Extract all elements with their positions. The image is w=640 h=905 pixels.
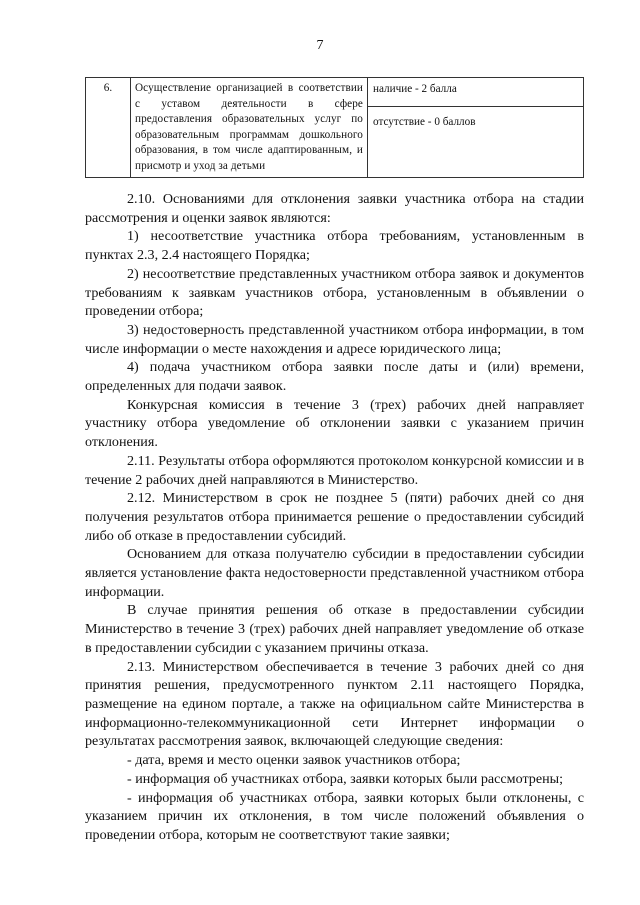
document-body	[85, 190, 584, 845]
paragraph-2-13: 2.13. Министерством обеспечивается в течение 3 рабочих дней со дня принятия решения, предусмотренного пунктом 2.11 настоящего Порядка, размещение на едином портале, а также на официальном сайте Министерства в информационно-телекоммуникационной сети Интернет информации о результатах рассмотрения заявок, включающей следующие сведения:	[85, 658, 584, 750]
list-item: 2) несоответствие представленных участником отбора заявок и документов требованиям к заявкам участников отбора, установленным в объявлении о проведении отбора;	[85, 265, 584, 320]
score-present: наличие - 2 балла	[368, 78, 583, 107]
paragraph-2-10: 2.10. Основаниями для отклонения заявки участника отбора на стадии рассмотрения и оценки заявок являются:	[85, 191, 584, 226]
list-item: 4) подача участником отбора заявки после даты и (или) времени, определенных для подачи заявок.	[85, 359, 584, 395]
list-item: 1) несоответствие участника отбора требованиям, установленным в пунктах 2.3, 2.4 настоящего Порядка;	[85, 228, 584, 264]
criterion-score-cell	[368, 78, 584, 178]
criteria-table	[85, 77, 584, 178]
paragraph-2-12: 2.12. Министерством в срок не позднее 5 (пяти) рабочих дней со дня получения результатов отбора принимается решение о предоставлении субсидий либо об отказе в предоставлении субсидий.	[85, 490, 584, 544]
row-number: 6.	[86, 78, 131, 178]
criterion-description: Осуществление организацией в соответствии с уставом деятельности в сфере предоставления образовательных услуг по образовательным программам дошкольного образования, в том числе адаптированным, и присмотр и уход за детьми	[131, 78, 368, 178]
list-item: - информация об участниках отбора, заявки которых были рассмотрены;	[127, 770, 564, 787]
paragraph: Конкурсная комиссия в течение 3 (трех) рабочих дней направляет участнику отбора уведомление об отклонении заявки с указанием причин отклонения.	[85, 396, 584, 451]
page-number: 7	[316, 38, 324, 53]
list-item: - дата, время и место оценки заявок участников отбора;	[127, 752, 461, 769]
paragraph: Основанием для отказа получателю субсидии в предоставлении субсидии является установление факта недостоверности представленной участником отбора информации.	[85, 546, 584, 600]
table-row	[86, 78, 584, 178]
paragraph-2-11: 2.11. Результаты отбора оформляются протоколом конкурсной комиссии и в течение 2 рабочих дней направляются в Министерство.	[85, 452, 584, 488]
list-item: - информация об участниках отбора, заявки которых были отклонены, с указанием причин их отклонения, в том числе положений объявления о проведении отбора, которым не соответствуют такие заявки;	[85, 789, 584, 843]
list-item: 3) недостоверность представленной участником отбора информации, в том числе информации о месте нахождения и адресе юридического лица;	[85, 321, 584, 357]
paragraph: В случае принятия решения об отказе в предоставлении субсидии Министерство в течение 3 (трех) рабочих дней направляет уведомление об отказе в предоставлении субсидии с указанием причины отказа.	[85, 602, 584, 656]
score-absent: отсутствие - 0 баллов	[373, 116, 476, 128]
